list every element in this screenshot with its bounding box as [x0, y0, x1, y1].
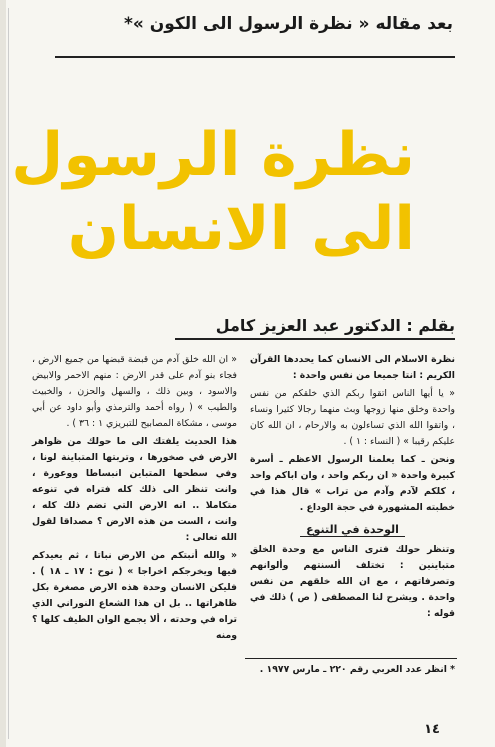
title-line-2: الى الانسان [67, 194, 415, 264]
right-column [250, 352, 455, 624]
left-column [32, 352, 237, 646]
author-byline: بقلم : الدكتور عبد العزيز كامل [215, 316, 455, 335]
paragraph: هذا الحديث يلفتك الى ما حولك من ظواهر الارض في صخورها ، وتربتها المتباينة لونا ، وفي سطحها المتباين انبساطا ووعورة ، وانت تنظر الى ذلك كله فتراه في تنوعه متكاملا .. انه الارض التي تضم ذلك كله ، وانت ، الست من هذه الارض ؟ مصداقا لقول الله تعالى : [32, 436, 237, 543]
paragraph: وتنظر حولك فترى الناس مع وحدة الخلق متباينين : تختلف ألسنتهم وألوانهم وتصرفاتهم ، مع ان الله خلقهم من نفس واحدة . ويشرح لنا المصطفى ( ص ) ذلك في قوله : [250, 544, 455, 619]
paragraph: ونحن ـ كما يعلمنا الرسول الاعظم ـ أسرة كبيرة واحدة « ان ربكم واحد ، وان اباكم واحد ، كلكم لآدم وآدم من تراب » قال هذا في خطبته المشهورة في حجة الوداع . [250, 454, 455, 513]
section-heading [250, 522, 455, 538]
quote-paragraph: « يا أيها الناس اتقوا ربكم الذي خلقكم من نفس واحدة وخلق منها زوجها وبث منهما رجالا كثيرا ونساء ، واتقوا الله الذي تساءلون به والارحام ، ان الله كان عليكم رقيبا » ( النساء : ١ ) . [250, 388, 455, 447]
paragraph: نظرة الاسلام الى الانسان كما يحددها القرآن الكريم : انتا جميعا من نفس واحدة : [250, 354, 455, 381]
page-spine [0, 0, 6, 747]
quote-paragraph: « ان الله خلق آدم من قبضة قبضها من جميع الارض ، فجاء بنو آدم على قدر الارض : منهم الاحمر والابيض والاسود ، وبين ذلك ، والسهل والحزن ، والخبيث والطيب » ( رواه أحمد والترمذي وأبو داود عن أبي موسى ، مشكاة المصابيح للتبريزي ١ : ٣٦ ) . [32, 354, 237, 429]
author-rule [175, 338, 455, 340]
footnote: * انظر عدد العربي رقم ٢٢٠ ـ مارس ١٩٧٧ . [259, 664, 455, 675]
section-heading-text: الوحدة في التنوع [300, 523, 405, 537]
paragraph: « والله أنبتكم من الارض نباتا ، ثم يعيدكم فيها ويخرجكم اخراجا » ( نوح : ١٧ ـ ١٨ ) . فليكن الانسان وحدة هذه الارض مصغرة بكل ظاهراتها .. بل ان هذا الشعاع النوراني الذي تراه في وحدته ، ألا يجمع الوان الطيف كلها ؟ ومنه [32, 550, 237, 641]
header-rule [55, 56, 455, 58]
article-title [11, 118, 415, 266]
page-number: ١٤ [424, 722, 440, 737]
footnote-rule [245, 658, 457, 659]
article-header: بعد مقاله « نظرة الرسول الى الكون »* [123, 14, 453, 34]
title-line-1: نظرة الرسول [11, 120, 415, 190]
